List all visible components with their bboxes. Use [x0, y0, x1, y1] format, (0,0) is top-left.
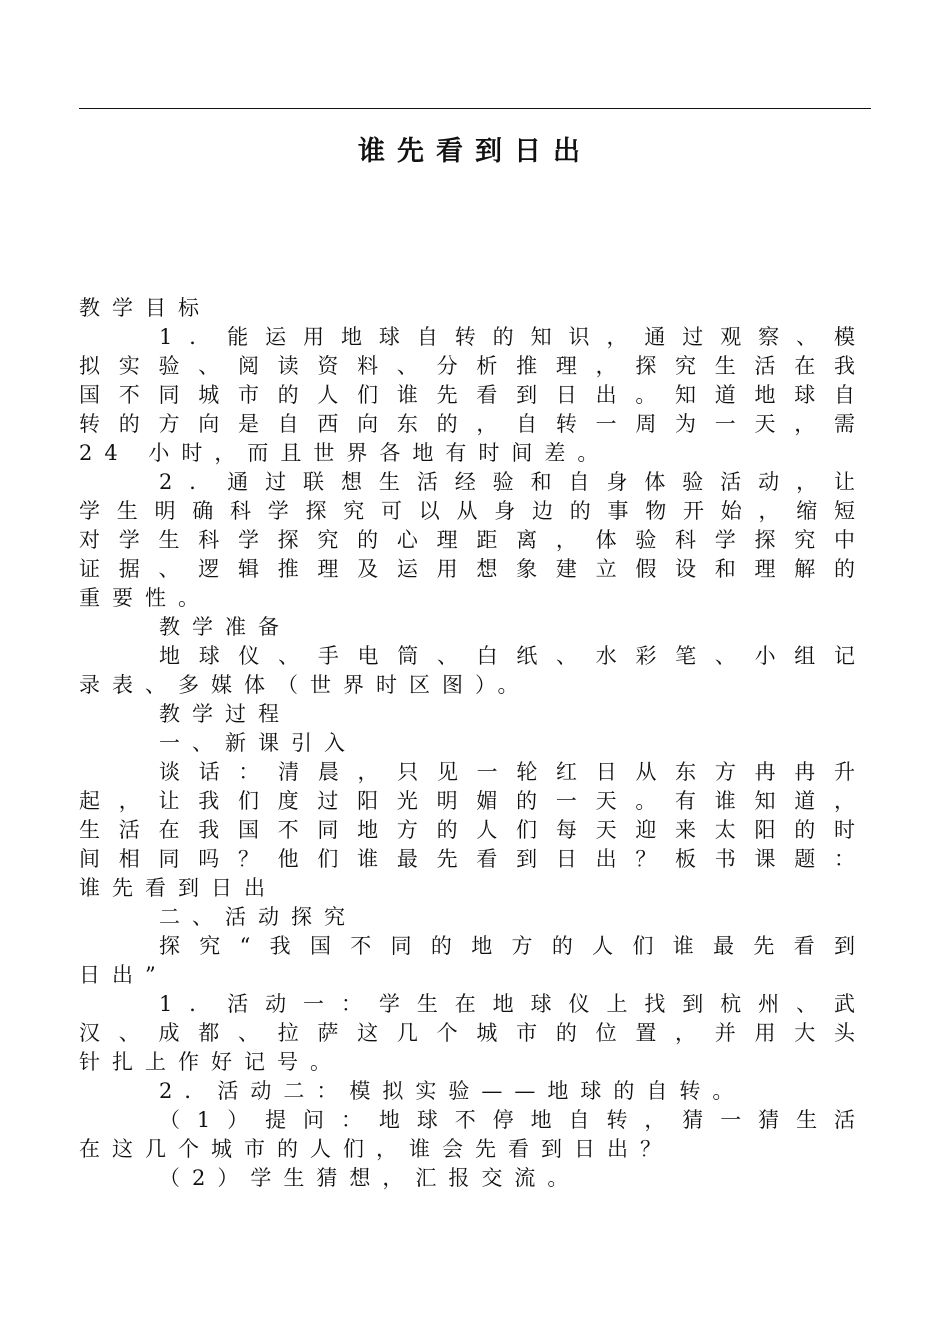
body-line: 在这几个城市的人们，谁会先看到日出？ — [79, 1137, 673, 1161]
body-line: 证据、逻辑推理及运用想象建立假设和理解的 — [79, 557, 855, 581]
body-line: 1．活动一：学生在地球仪上找到杭州、武 — [159, 992, 855, 1016]
body-line: 国不同城市的人们谁先看到日出。知道地球自 — [79, 383, 855, 407]
body-line: 探究“我国不同的地方的人们谁最先看到 — [159, 934, 855, 958]
header-rule — [79, 108, 871, 109]
body-line: 2．通过联想生活经验和自身体验活动，让 — [159, 470, 855, 494]
body-line: 教学准备 — [159, 615, 291, 639]
body-line: 起，让我们度过阳光明媚的一天。有谁知道， — [79, 789, 855, 813]
body-line: 拟实验、阅读资料、分析推理，探究生活在我 — [79, 354, 855, 378]
body-line: 1．能运用地球自转的知识，通过观察、模 — [159, 325, 855, 349]
body-line: 重要性。 — [79, 586, 211, 610]
document-body — [79, 294, 855, 1193]
body-line: 对学生科学探究的心理距离，体验科学探究中 — [79, 528, 855, 552]
body-line: 2．活动二：模拟实验——地球的自转。 — [159, 1079, 746, 1103]
body-line: 二、活动探究 — [159, 905, 357, 929]
body-line: 教学过程 — [159, 702, 291, 726]
body-line: 教学目标 — [79, 296, 211, 320]
document-title: 谁先看到日出 — [358, 136, 592, 167]
body-line: 24 小时，而且世界各地有时间差。 — [79, 441, 611, 465]
body-line: （1）提问：地球不停地自转，猜一猜生活 — [159, 1108, 855, 1132]
body-line: 一、新课引入 — [159, 731, 357, 755]
body-line: 间相同吗？他们谁最先看到日出？板书课题： — [79, 847, 855, 871]
body-line: 录表、多媒体（世界时区图）。 — [79, 673, 531, 697]
body-line: 谁先看到日出 — [79, 876, 277, 900]
body-line: 转的方向是自西向东的，自转一周为一天，需 — [79, 412, 855, 436]
body-line: 汉、成都、拉萨这几个城市的位置，并用大头 — [79, 1021, 855, 1045]
body-line: 学生明确科学探究可以从身边的事物开始，缩短 — [79, 499, 855, 523]
body-line: （2）学生猜想，汇报交流。 — [159, 1166, 581, 1190]
body-line: 生活在我国不同地方的人们每天迎来太阳的时 — [79, 818, 855, 842]
body-line: 针扎上作好记号。 — [79, 1050, 343, 1074]
body-line: 日出” — [79, 963, 168, 987]
body-line: 地球仪、手电筒、白纸、水彩笔、小组记 — [159, 644, 855, 668]
body-line: 谈话：清晨，只见一轮红日从东方冉冉升 — [159, 760, 855, 784]
